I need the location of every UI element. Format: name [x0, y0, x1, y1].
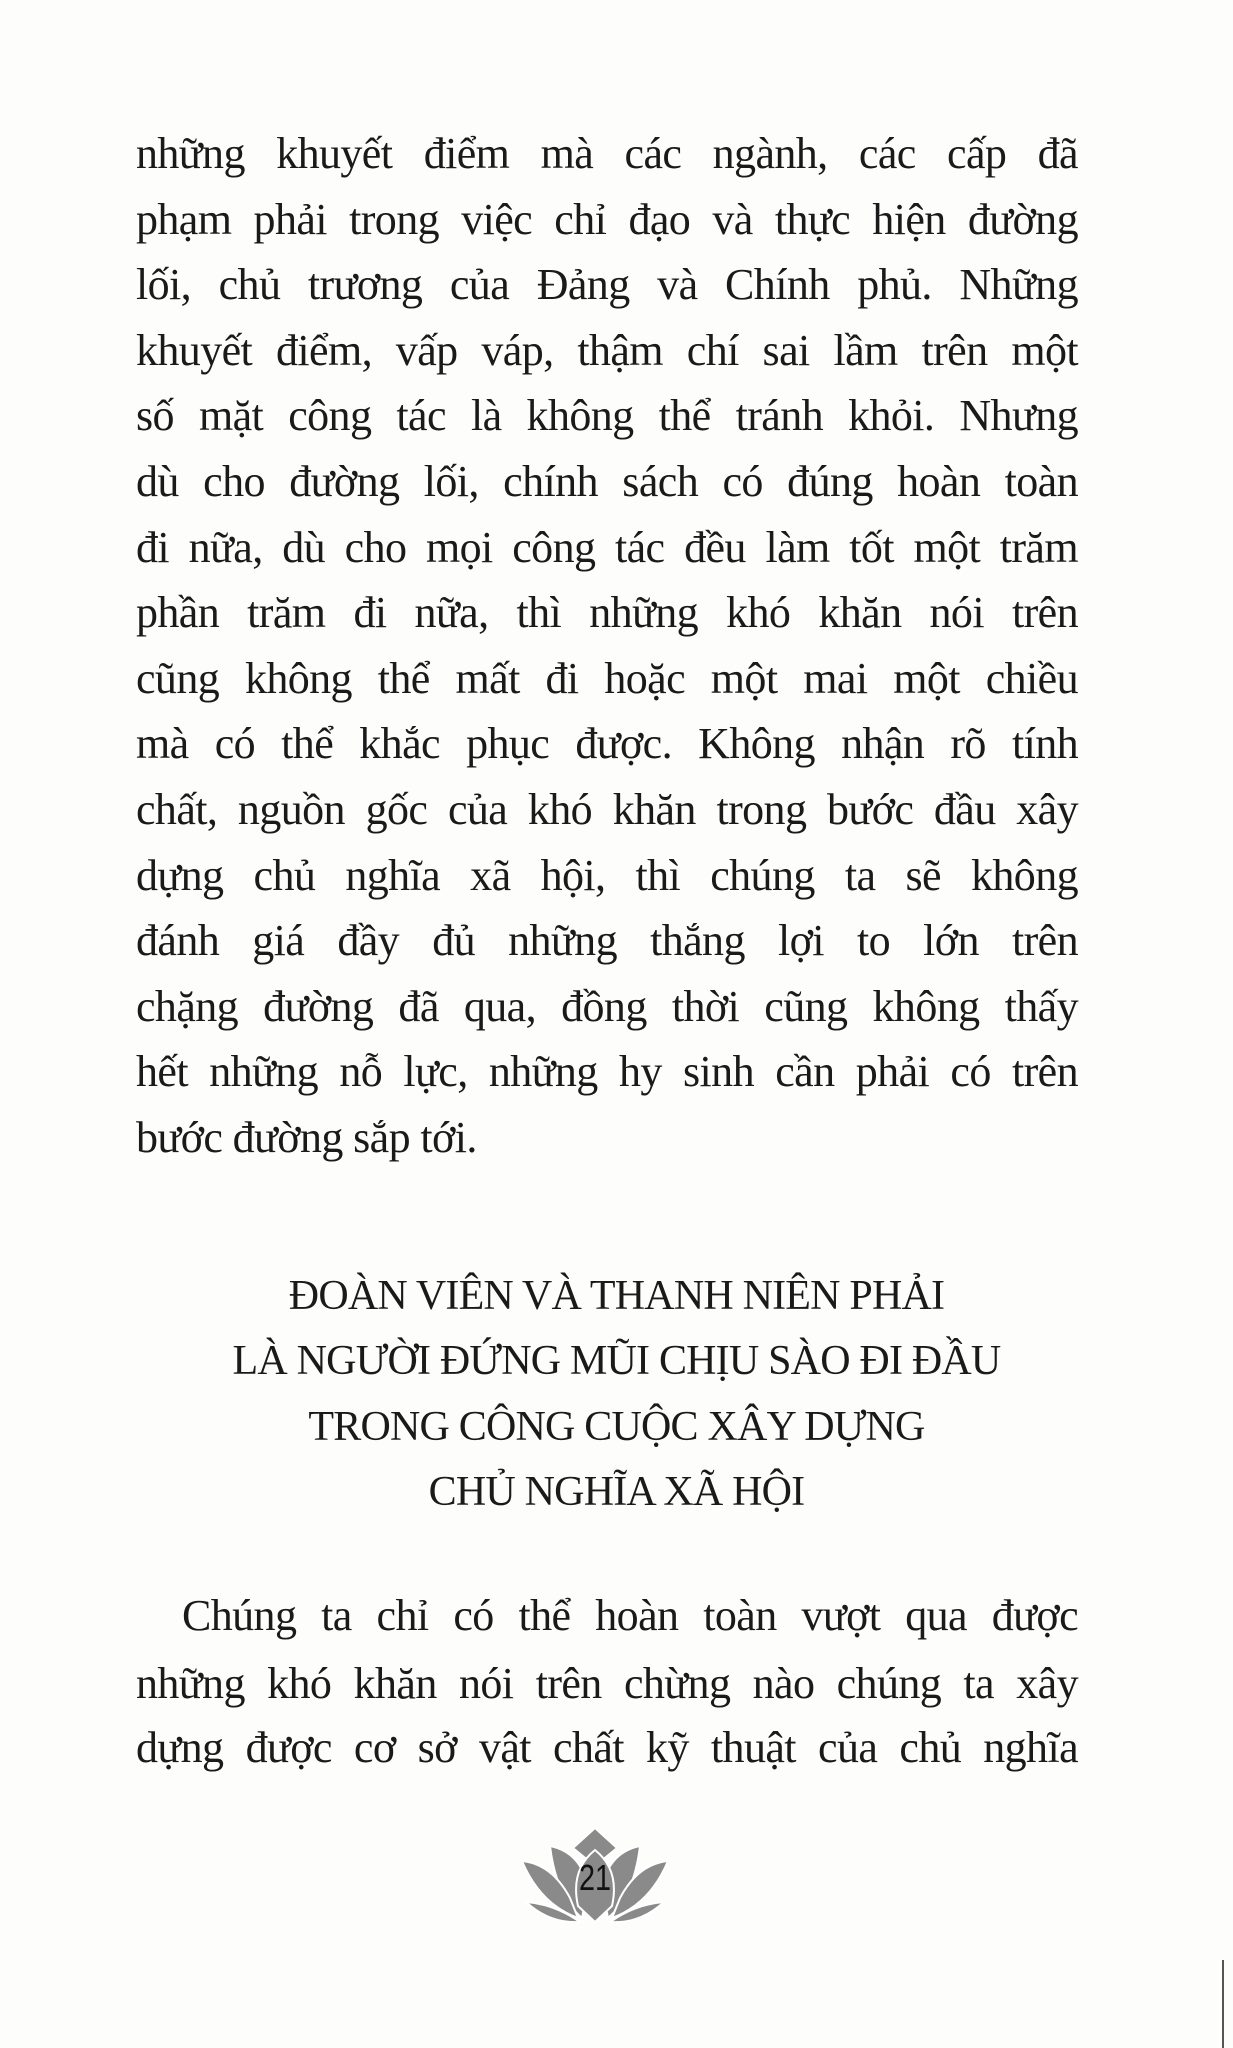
text-line: bước đường sắp tới. [136, 1113, 477, 1162]
text-line: lối, chủ trương của Đảng và Chính phủ. Những [136, 260, 1078, 309]
text-line: cũng không thể mất đi hoặc một mai một chiều [136, 654, 1078, 703]
text-line: đánh giá đầy đủ những thắng lợi to lớn trên [136, 916, 1078, 965]
scan-edge-divider [1222, 1960, 1224, 2048]
text-line: những khuyết điểm mà các ngành, các cấp đã [136, 129, 1078, 178]
heading-line: LÀ NGƯỜI ĐỨNG MŨI CHỊU SÀO ĐI ĐẦU [232, 1338, 1001, 1384]
text-line: phần trăm đi nữa, thì những khó khăn nói trên [136, 588, 1078, 637]
text-line: đi nữa, dù cho mọi công tác đều làm tốt một trăm [136, 523, 1078, 572]
text-line: khuyết điểm, vấp váp, thậm chí sai lầm trên một [136, 326, 1078, 375]
text-line: những khó khăn nói trên chừng nào chúng ta xây [136, 1659, 1078, 1708]
heading-line: TRONG CÔNG CUỘC XÂY DỰNG [308, 1404, 925, 1450]
text-line: Chúng ta chỉ có thể hoàn toàn vượt qua được [182, 1591, 1078, 1640]
text-line: dựng chủ nghĩa xã hội, thì chúng ta sẽ không [136, 851, 1078, 900]
page-number: 21 [578, 1857, 612, 1898]
text-line: chặng đường đã qua, đồng thời cũng không thấy [136, 982, 1078, 1031]
heading-line: CHỦ NGHĨA XÃ HỘI [428, 1469, 805, 1515]
text-line: hết những nỗ lực, những hy sinh cần phải có trên [136, 1047, 1078, 1096]
text-line: dù cho đường lối, chính sách có đúng hoàn toàn [136, 457, 1078, 506]
text-line: phạm phải trong việc chỉ đạo và thực hiện đường [136, 195, 1078, 244]
text-line: dựng được cơ sở vật chất kỹ thuật của chủ nghĩa [136, 1723, 1078, 1772]
text-line: số mặt công tác là không thể tránh khỏi. Nhưng [136, 391, 1078, 440]
text-line: chất, nguồn gốc của khó khăn trong bước đầu xây [136, 785, 1078, 834]
text-line: mà có thể khắc phục được. Không nhận rõ tính [136, 719, 1078, 768]
heading-line: ĐOÀN VIÊN VÀ THANH NIÊN PHẢI [288, 1273, 945, 1319]
